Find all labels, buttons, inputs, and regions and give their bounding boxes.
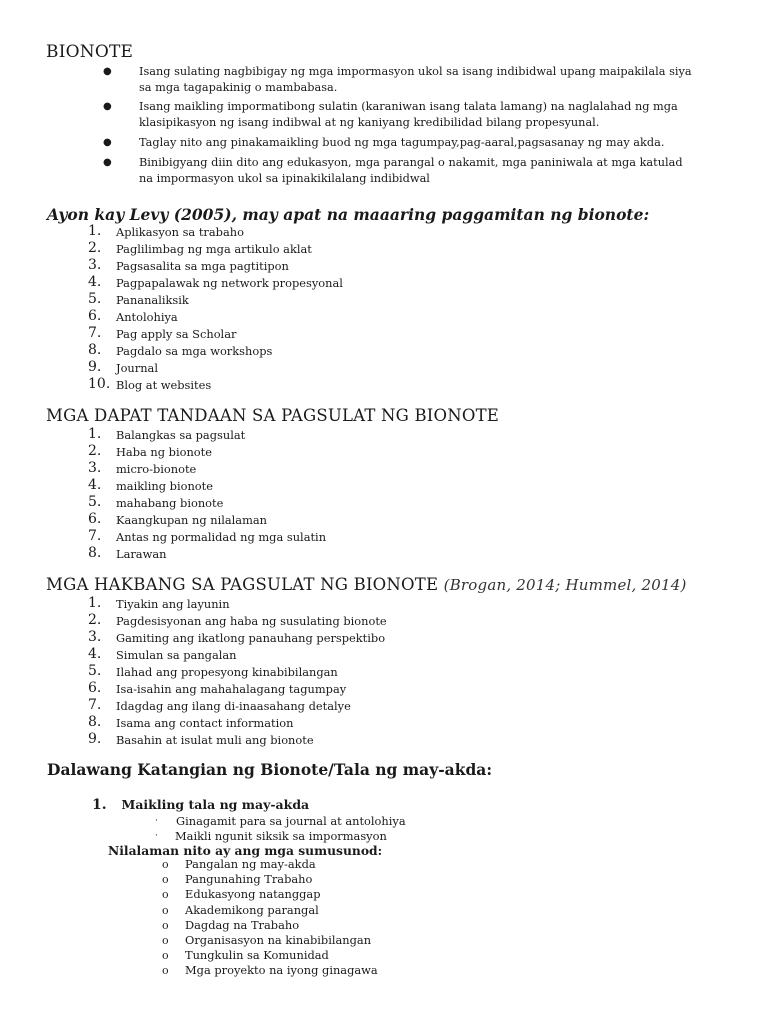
list-number: 6.	[88, 680, 102, 696]
list-number: 4.	[88, 477, 102, 493]
list-number: 8.	[88, 714, 102, 730]
list-item-text: Antas ng pormalidad ng mga sulatin	[116, 530, 327, 544]
list-number: 7.	[88, 325, 102, 341]
list-number: 2.	[88, 443, 102, 459]
circle-bullet-icon: o	[162, 949, 169, 963]
levy-heading: Ayon kay Levy (2005), may apat na maaaring paggamitan ng bionote:	[47, 205, 650, 224]
definition-line: Isang maikling impormatibong sulatin (karaniwan isang talata lamang) na naglalahad ng mga	[139, 100, 678, 113]
list-item-text: micro-bionote	[116, 462, 197, 476]
dot-list-item-text: Ginagamit para sa journal at antolohiya	[176, 814, 406, 828]
list-item-text: Isa-isahin ang mahahalagang tagumpay	[116, 682, 347, 696]
list-number: 8.	[88, 342, 102, 358]
list-item-text: Pag apply sa Scholar	[116, 327, 237, 341]
definition-line: na impormasyon ukol sa ipinakikilalang indibidwal	[139, 171, 430, 185]
list-number: 7.	[88, 528, 102, 544]
bullet-icon: ●	[103, 101, 112, 112]
list-number: 8.	[88, 545, 102, 561]
list-number: 7.	[88, 697, 102, 713]
list-item-text: Tiyakin ang layunin	[116, 597, 230, 611]
circle-bullet-icon: o	[162, 858, 169, 871]
nilalaman-heading: Nilalaman nito ay ang mga sumusunod:	[108, 843, 383, 858]
small-bullet-icon: ·	[155, 816, 158, 826]
list-item-text: Blog at websites	[116, 378, 212, 392]
bullet-icon: ●	[103, 157, 112, 168]
list-number: 3.	[88, 629, 102, 645]
content-list-item-text: Mga proyekto na iyong ginagawa	[185, 963, 378, 978]
katangian-item-1-label: Maikling tala ng may-akda	[121, 797, 310, 812]
list-item-text: Pagdesisyonan ang haba ng susulating bionote	[116, 614, 387, 628]
list-item-text: Antolohiya	[116, 310, 178, 324]
content-list-item-text: Pangalan ng may-akda	[185, 857, 316, 871]
list-item-text: Isama ang contact information	[116, 716, 294, 730]
list-item-text: Haba ng bionote	[116, 445, 212, 459]
list-number: 5.	[88, 494, 102, 510]
list-item-text: Ilahad ang propesyong kinabibilangan	[116, 665, 338, 679]
content-list-item-text: Edukasyong natanggap	[185, 887, 321, 902]
list-number: 5.	[88, 663, 102, 679]
list-number: 2.	[88, 240, 102, 256]
definition-line: Binibigyang diin dito ang edukasyon, mga parangal o nakamit, mga paniniwala at mga katulad	[139, 156, 683, 169]
content-list-item-text: Pangunahing Trabaho	[185, 872, 313, 887]
circle-bullet-icon: o	[162, 934, 169, 947]
definition-line: sa mga tagapakinig o mambabasa.	[139, 80, 338, 94]
hakbang-heading-text: MGA HAKBANG SA PAGSULAT NG BIONOTE	[46, 575, 439, 594]
list-item-text: Aplikasyon sa trabaho	[116, 225, 244, 239]
list-number: 6.	[88, 511, 102, 527]
list-number: 1.	[88, 426, 102, 442]
list-number: 9.	[88, 359, 102, 375]
list-number: 10.	[88, 376, 111, 392]
list-item-text: Pagpapalawak ng network propesyonal	[116, 276, 343, 290]
list-number: 3.	[88, 460, 102, 476]
list-number: 9.	[88, 731, 102, 747]
list-number: 6.	[88, 308, 102, 324]
list-item-text: Gamiting ang ikatlong panauhang perspektibo	[116, 631, 386, 645]
list-item-text: Pagsasalita sa mga pagtitipon	[116, 259, 289, 273]
circle-bullet-icon: o	[162, 918, 169, 932]
list-item-text: maikling bionote	[116, 479, 213, 493]
definition-line: Taglay nito ang pinakamaikling buod ng mga tagumpay,pag-aaral,pagsasanay ng may akda.	[139, 136, 665, 149]
list-item-text: Balangkas sa pagsulat	[116, 428, 246, 442]
katangian-heading: Dalawang Katangian ng Bionote/Tala ng may-akda:	[47, 760, 493, 779]
tandaan-heading: MGA DAPAT TANDAAN SA PAGSULAT NG BIONOTE	[46, 406, 500, 425]
content-list-item-text: Dagdag na Trabaho	[185, 917, 300, 932]
page-title: BIONOTE	[46, 42, 134, 62]
circle-bullet-icon: o	[162, 888, 169, 902]
small-bullet-icon: ·	[155, 831, 158, 841]
list-number: 4.	[88, 274, 102, 290]
hakbang-heading	[46, 575, 687, 594]
list-item-text: Paglilimbag ng mga artikulo aklat	[116, 242, 312, 256]
list-number: 3.	[88, 257, 102, 273]
definition-line: klasipikasyon ng isang indibwal at ng kaniyang kredibilidad bilang propesyunal.	[139, 115, 600, 129]
bullet-icon: ●	[103, 137, 112, 148]
list-item-text: mahabang bionote	[116, 496, 224, 510]
list-item-text: Journal	[116, 361, 158, 375]
bullet-icon: ●	[103, 66, 112, 77]
definition-line: Isang sulating nagbibigay ng mga impormasyon ukol sa isang indibidwal upang maipakilala siya	[139, 65, 692, 78]
circle-bullet-icon: o	[162, 903, 169, 917]
content-list-item-text: Tungkulin sa Komunidad	[185, 948, 329, 963]
circle-bullet-icon: o	[162, 964, 169, 978]
list-number: 2.	[88, 612, 102, 628]
content-list-item-text: Organisasyon na kinabibilangan	[185, 933, 372, 947]
list-item-text: Kaangkupan ng nilalaman	[116, 513, 268, 527]
dot-list-item-text: Maikli ngunit siksik sa impormasyon	[175, 829, 387, 843]
katangian-item-1-number: 1.	[92, 797, 107, 813]
content-list-item-text: Akademikong parangal	[185, 902, 319, 917]
circle-bullet-icon: o	[162, 873, 169, 887]
list-item-text: Simulan sa pangalan	[116, 648, 237, 662]
katangian-item-1	[92, 797, 309, 813]
list-number: 4.	[88, 646, 102, 662]
hakbang-citation: (Brogan, 2014; Hummel, 2014)	[443, 576, 687, 594]
list-item-text: Larawan	[116, 547, 167, 561]
list-item-text: Idagdag ang ilang di-inaasahang detalye	[116, 699, 351, 713]
list-item-text: Pananaliksik	[116, 293, 189, 307]
list-item-text: Basahin at isulat muli ang bionote	[116, 733, 314, 747]
list-number: 1.	[88, 595, 102, 611]
list-number: 1.	[88, 223, 102, 239]
list-item-text: Pagdalo sa mga workshops	[116, 344, 273, 358]
list-number: 5.	[88, 291, 102, 307]
